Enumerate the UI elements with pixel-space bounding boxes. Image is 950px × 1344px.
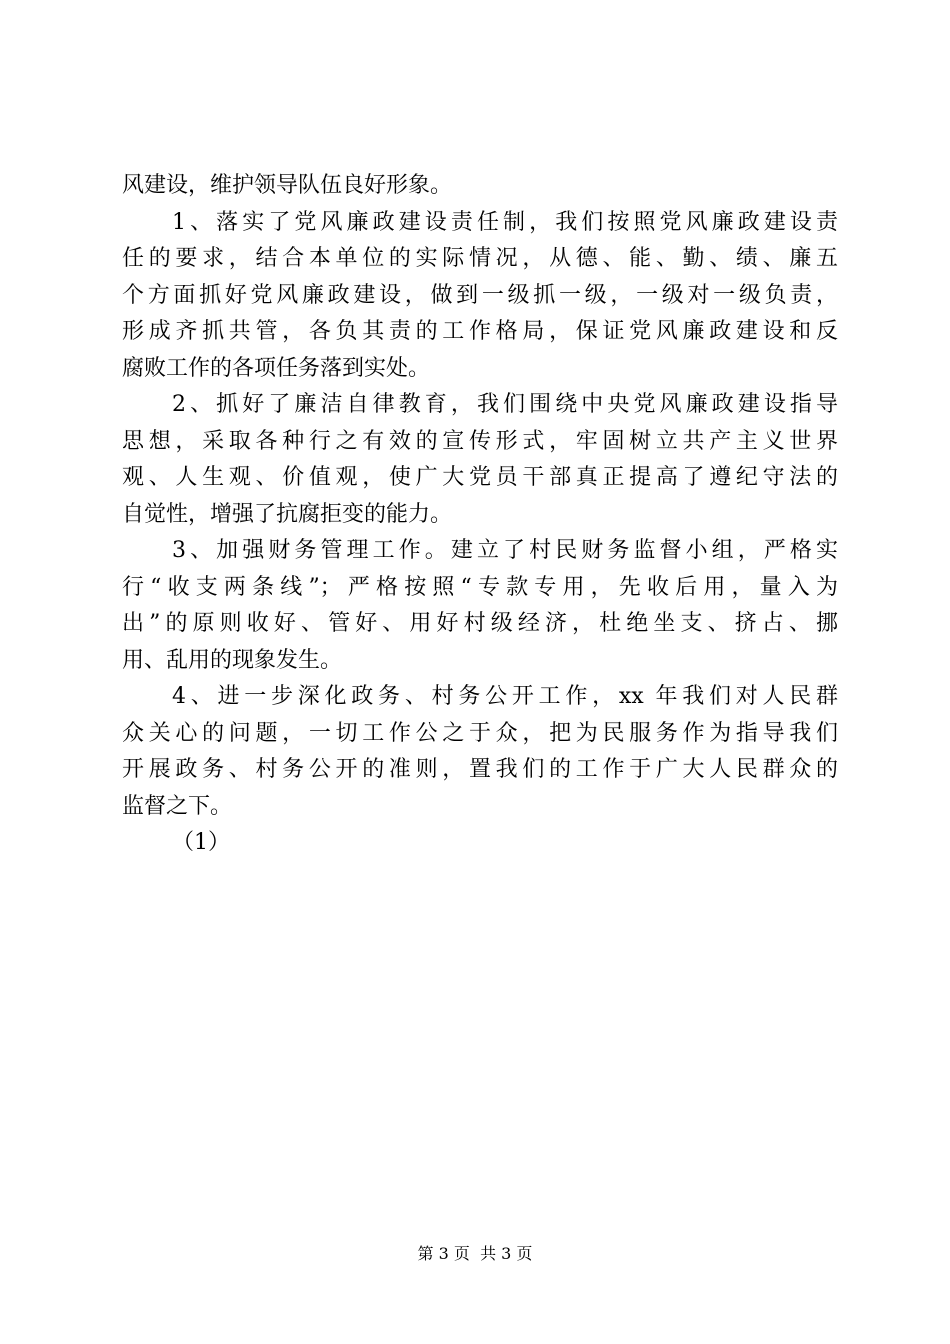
text-line: 3、加强财务管理工作。建立了村民财务监督小组，严格实: [172, 538, 838, 563]
text-line: 监督之下。: [122, 793, 233, 819]
text-line: 开展政务、村务公开的准则，置我们的工作于广大人民群众的: [122, 757, 838, 782]
document-body: [122, 168, 838, 862]
text-line: 4、进一步深化政务、村务公开工作，xx 年我们对人民群: [172, 684, 838, 709]
text-line: 出”的原则收好、管好、用好村级经济，杜绝坐支、挤占、挪: [122, 611, 838, 636]
text-line: 个方面抓好党风廉政建设，做到一级抓一级，一级对一级负责，: [122, 282, 838, 308]
text-line: 任的要求，结合本单位的实际情况，从德、能、勤、绩、廉五: [122, 246, 838, 271]
text-line: 2、抓好了廉洁自律教育，我们围绕中央党风廉政建设指导: [172, 392, 838, 417]
text-line: 风建设，维护领导队伍良好形象。: [122, 173, 453, 198]
text-line: 1、落实了党风廉政建设责任制，我们按照党风廉政建设责: [172, 209, 838, 235]
text-line: 形成齐抓共管，各负其责的工作格局，保证党风廉政建设和反: [122, 319, 838, 344]
text-line: 行“收支两条线”；严格按照“专款专用，先收后用，量入为: [122, 574, 838, 600]
text-line: 观、人生观、价值观，使广大党员干部真正提高了遵纪守法的: [122, 465, 838, 490]
text-line: 自觉性，增强了抗腐拒变的能力。: [122, 501, 453, 527]
text-line: （1）: [172, 830, 230, 855]
text-line: 用、乱用的现象发生。: [122, 647, 343, 673]
text-line: 思想，采取各种行之有效的宣传形式，牢固树立共产主义世界: [122, 428, 838, 454]
page-number-footer: 第 3 页 共 3 页: [417, 1244, 533, 1263]
text-line: 众关心的问题，一切工作公之于众，把为民服务作为指导我们: [122, 720, 838, 746]
text-line: 腐败工作的各项任务落到实处。: [122, 355, 431, 381]
